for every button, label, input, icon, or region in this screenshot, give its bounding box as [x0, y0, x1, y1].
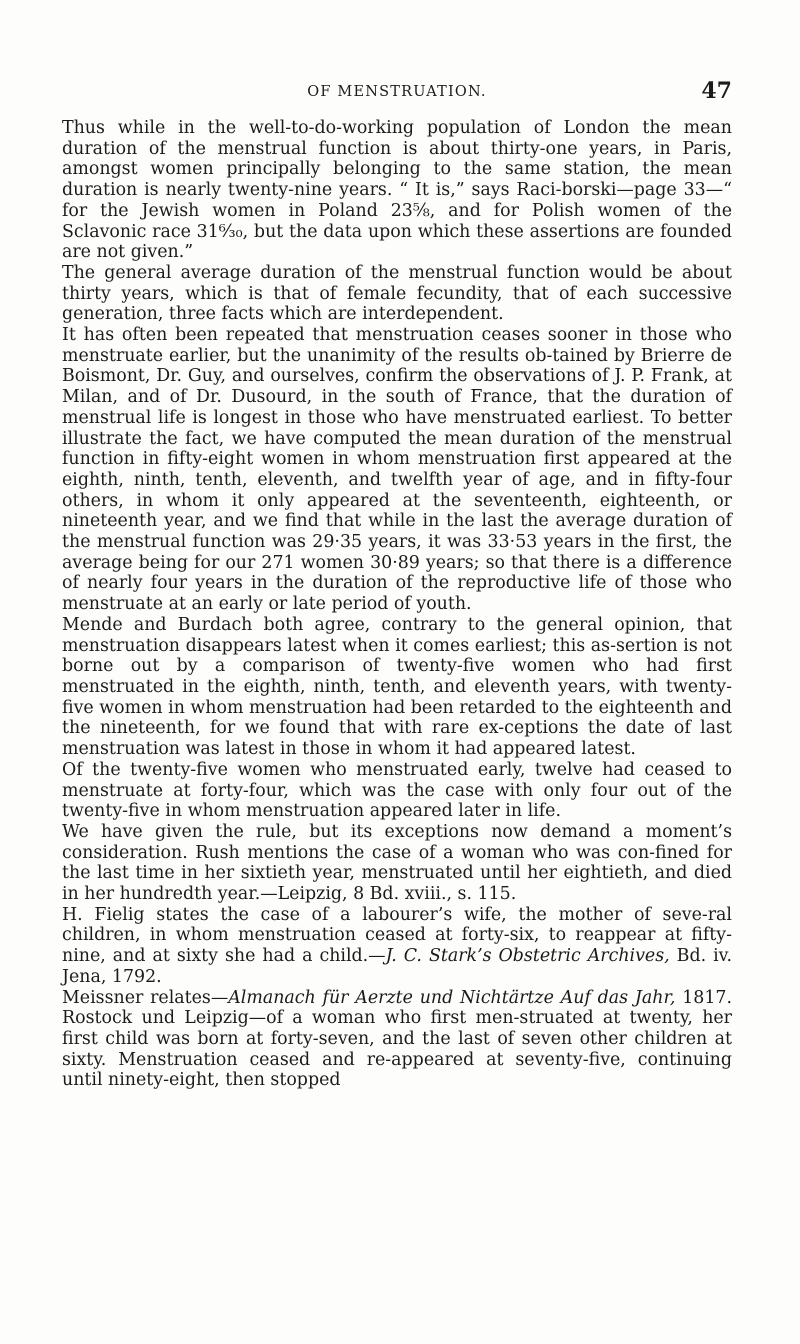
page-number: 47: [701, 78, 732, 104]
fielig-citation-rest: Bd. iv. Jena, 1792.: [62, 946, 732, 987]
meissner-rest: 1817. Rostock und Leipzig—of a woman who first men-struated at twenty, her first child was born at forty-seven, and the last of seven other children at sixty. Menstruation ceased and re-appeared at seventy-five, continuing until ninety-eight, then stopped: [62, 987, 732, 1091]
paragraph-meissner-case: [62, 988, 732, 1092]
paragraph-general-average: The general average duration of the menstrual function would be about thirty years, which is that of female fecundity, that of each successive generation, three facts which are interdependent.: [62, 262, 732, 325]
paragraph-fielig-case: [62, 905, 732, 988]
fielig-citation-title: J. C. Stark’s Obstetric Archives,: [385, 946, 670, 967]
paragraph-early-late-menstruation: It has often been repeated that menstruation ceases sooner in those who menstruate earlier, but the unanimity of the results ob-tained by Brierre de Boismont, Dr. Guy, and ourselves, confirm the observations of J. P. Frank, at Milan, and of Dr. Dusourd, in the south of France, that the duration of menstrual life is longest in those who have menstruated earliest. To better illustrate the fact, we have computed the mean duration of the menstrual function in fifty-eight women in whom menstruation first appeared at the eighth, ninth, tenth, eleventh, and twelfth year of age, and in fifty-four others, in whom it only appeared at the seventeenth, eighteenth, or nineteenth year, and we find that while in the last the average duration of the menstrual function was 29·35 years, it was 33·53 years in the first, the average being for our 271 women 30·89 years; so that there is a difference of nearly four years in the duration of the reproductive life of those who menstruate at an early or late period of youth.: [62, 325, 732, 615]
body-text: [62, 118, 732, 1091]
paragraph-mende-burdach: Mende and Burdach both agree, contrary to the general opinion, that menstruation disappears latest when it comes earliest; this as-sertion is not borne out by a comparison of twenty-five women who had first menstruated in the eighth, ninth, tenth, and eleventh years, with twenty-five women in whom menstruation had been retarded to the eighteenth and the nineteenth, for we found that with rare ex-ceptions the date of last menstruation was latest in those in whom it had appeared latest.: [62, 614, 732, 760]
page-header: [62, 80, 732, 104]
paragraph-rush-case: We have given the rule, but its exceptions now demand a moment’s consideration. Rush mentions the case of a woman who was con-fined for the last time in her sixtieth year, menstruated until her eightieth, and died in her hundredth year.—Leipzig, 8 Bd. xviii., s. 115.: [62, 821, 732, 905]
meissner-lead: Meissner relates—: [62, 987, 229, 1008]
paragraph-twenty-five-women: Of the twenty-five women who menstruated early, twelve had ceased to menstruate at forty-four, which was the case with only four out of the twenty-five in whom menstruation appeared later in life.: [62, 759, 732, 822]
paragraph-mean-duration: Thus while in the well-to-do-working population of London the mean duration of the menstrual function is about thirty-one years, in Paris, amongst women principally belonging to the same station, the mean duration is nearly twenty-nine years. “ It is,” says Raci-borski—page 33—“ for the Jewish women in Poland 23⅝, and for Polish women of the Sclavonic race 31⁶⁄₃₀, but the data upon which these assertions are founded are not given.”: [62, 118, 732, 263]
fielig-text: H. Fielig states the case of a labourer’s wife, the mother of seve-ral children, in whom menstruation ceased at forty-six, to reappear at fifty-nine, and at sixty she had a child.—: [62, 904, 732, 967]
meissner-almanach-title: Almanach für Aerzte und Nichtärtze Auf das Jahr,: [228, 987, 676, 1008]
running-head: OF MENSTRUATION.: [307, 84, 487, 100]
